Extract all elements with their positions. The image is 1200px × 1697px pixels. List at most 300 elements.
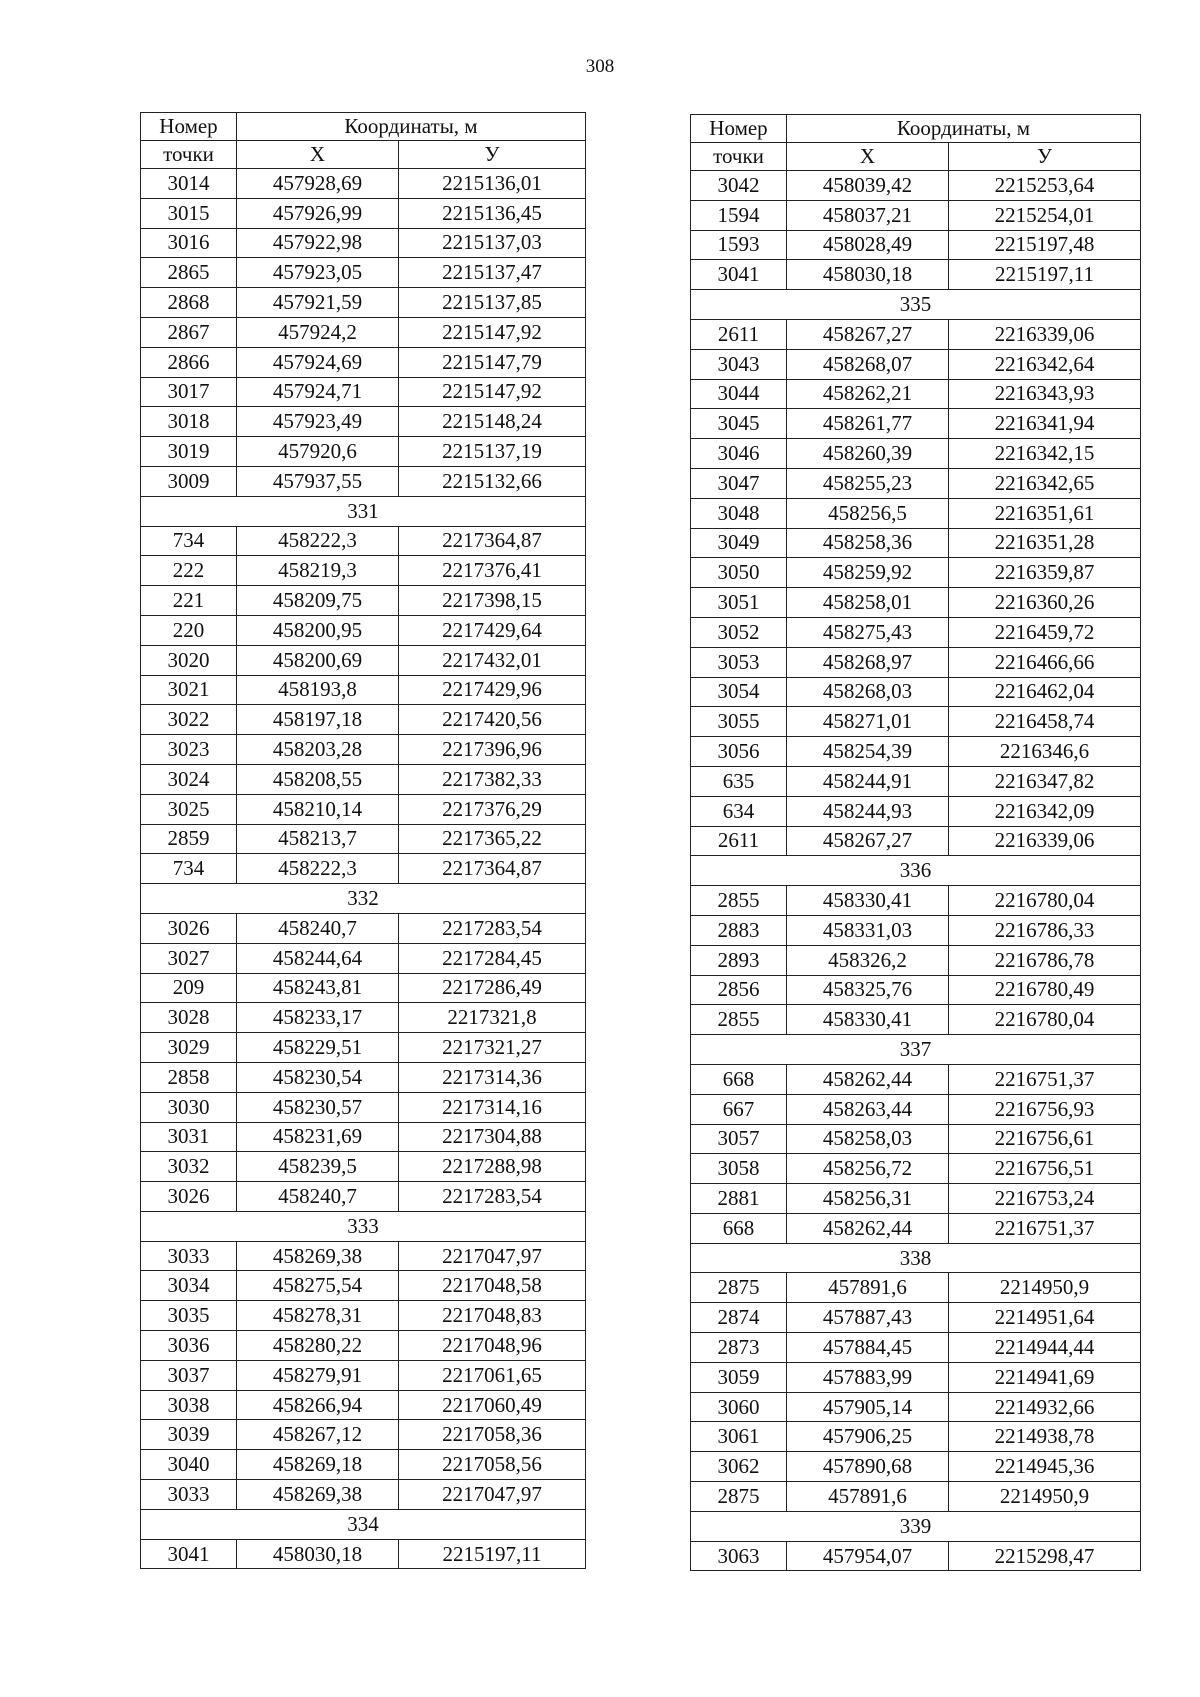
table-row: [691, 826, 1141, 856]
x-coordinate-cell: 458203,28: [237, 735, 399, 765]
x-coordinate-cell: 457923,05: [237, 258, 399, 288]
x-coordinate-cell: 458259,92: [787, 558, 949, 588]
point-number-cell: 3026: [141, 913, 237, 943]
y-coordinate-cell: 2214938,78: [949, 1422, 1141, 1452]
table-row: [141, 1092, 586, 1122]
point-number-cell: 2611: [691, 826, 787, 856]
y-coordinate-cell: 2215147,92: [399, 377, 586, 407]
section-number: 332: [141, 884, 586, 914]
x-coordinate-cell: 458255,23: [787, 468, 949, 498]
y-coordinate-cell: 2217048,96: [399, 1331, 586, 1361]
point-number-cell: 3038: [141, 1390, 237, 1420]
y-coordinate-cell: 2216346,6: [949, 737, 1141, 767]
point-number-cell: 1594: [691, 200, 787, 230]
point-number-cell: 2866: [141, 347, 237, 377]
point-number-cell: 3025: [141, 794, 237, 824]
x-coordinate-cell: 458269,38: [237, 1480, 399, 1510]
y-coordinate-cell: 2216458,74: [949, 707, 1141, 737]
section-row: [691, 290, 1141, 320]
table-row: [691, 975, 1141, 1005]
table-row: [141, 1539, 586, 1569]
table-row: [691, 1094, 1141, 1124]
point-number-cell: 3059: [691, 1362, 787, 1392]
table-row: [691, 439, 1141, 469]
x-coordinate-cell: 458256,5: [787, 498, 949, 528]
table-row: [141, 1122, 586, 1152]
x-coordinate-cell: 458209,75: [237, 586, 399, 616]
x-coordinate-cell: 458197,18: [237, 705, 399, 735]
y-coordinate-cell: 2216459,72: [949, 617, 1141, 647]
x-coordinate-cell: 458244,91: [787, 766, 949, 796]
x-coordinate-cell: 458261,77: [787, 409, 949, 439]
x-coordinate-cell: 458210,14: [237, 794, 399, 824]
point-number-cell: 634: [691, 796, 787, 826]
table-row: [691, 200, 1141, 230]
x-coordinate-cell: 458208,55: [237, 764, 399, 794]
point-number-cell: 3043: [691, 349, 787, 379]
x-coordinate-cell: 458256,31: [787, 1184, 949, 1214]
header-row: [691, 115, 1141, 143]
table-row: [691, 1213, 1141, 1243]
point-number-cell: 3039: [141, 1420, 237, 1450]
table-row: [691, 915, 1141, 945]
y-coordinate-cell: 2214944,44: [949, 1333, 1141, 1363]
y-coordinate-cell: 2217321,8: [399, 1003, 586, 1033]
table-row: [691, 171, 1141, 201]
x-coordinate-cell: 457926,99: [237, 198, 399, 228]
y-coordinate-cell: 2217365,22: [399, 824, 586, 854]
x-coordinate-cell: 458260,39: [787, 439, 949, 469]
point-number-cell: 734: [141, 526, 237, 556]
x-coordinate-cell: 458271,01: [787, 707, 949, 737]
x-coordinate-cell: 458263,44: [787, 1094, 949, 1124]
point-number-cell: 220: [141, 615, 237, 645]
table-row: [141, 1003, 586, 1033]
point-number-header: точки: [141, 141, 237, 169]
point-number-cell: 3055: [691, 707, 787, 737]
point-number-cell: 2875: [691, 1482, 787, 1512]
y-coordinate-cell: 2214951,64: [949, 1303, 1141, 1333]
table-row: [141, 526, 586, 556]
x-coordinate-cell: 458266,94: [237, 1390, 399, 1420]
table-row: [141, 675, 586, 705]
x-coordinate-cell: 458240,7: [237, 1182, 399, 1212]
y-coordinate-cell: 2216341,94: [949, 409, 1141, 439]
x-coordinate-cell: 458230,54: [237, 1062, 399, 1092]
point-number-header: Номер: [141, 113, 237, 141]
y-coordinate-cell: 2214945,36: [949, 1452, 1141, 1482]
point-number-cell: 3041: [691, 260, 787, 290]
point-number-cell: 3063: [691, 1541, 787, 1571]
y-coordinate-cell: 2216351,28: [949, 528, 1141, 558]
table-row: [691, 558, 1141, 588]
x-coordinate-cell: 458331,03: [787, 915, 949, 945]
y-coordinate-cell: 2216351,61: [949, 498, 1141, 528]
section-number: 336: [691, 856, 1141, 886]
y-coordinate-cell: 2215137,47: [399, 258, 586, 288]
point-number-cell: 3033: [141, 1241, 237, 1271]
page-number: 308: [585, 56, 615, 77]
x-coordinate-cell: 458278,31: [237, 1301, 399, 1331]
point-number-cell: 2881: [691, 1184, 787, 1214]
table-row: [141, 1420, 586, 1450]
coordinates-header: Координаты, м: [237, 113, 586, 141]
point-number-cell: 3023: [141, 735, 237, 765]
point-number-cell: 2856: [691, 975, 787, 1005]
point-number-cell: 3020: [141, 645, 237, 675]
x-coordinate-cell: 458200,95: [237, 615, 399, 645]
x-coordinate-cell: 458268,07: [787, 349, 949, 379]
y-coordinate-cell: 2216756,51: [949, 1154, 1141, 1184]
header-row: [141, 141, 586, 169]
point-number-cell: 667: [691, 1094, 787, 1124]
table-row: [691, 1541, 1141, 1571]
table-row: [691, 1392, 1141, 1422]
x-coordinate-cell: 458243,81: [237, 973, 399, 1003]
y-coordinate-cell: 2217283,54: [399, 1182, 586, 1212]
x-coordinate-cell: 458258,03: [787, 1124, 949, 1154]
point-number-cell: 3033: [141, 1480, 237, 1510]
point-number-cell: 3042: [691, 171, 787, 201]
table-row: [691, 677, 1141, 707]
x-coordinate-cell: 458222,3: [237, 526, 399, 556]
x-coordinate-cell: 458262,44: [787, 1213, 949, 1243]
y-coordinate-cell: 2216780,04: [949, 1005, 1141, 1035]
y-coordinate-cell: 2216339,06: [949, 319, 1141, 349]
point-number-cell: 2868: [141, 288, 237, 318]
point-number-cell: 3049: [691, 528, 787, 558]
x-coordinate-cell: 458028,49: [787, 230, 949, 260]
point-number-cell: 3040: [141, 1450, 237, 1480]
y-coordinate-cell: 2217429,64: [399, 615, 586, 645]
x-coordinate-cell: 458200,69: [237, 645, 399, 675]
x-coordinate-cell: 458269,18: [237, 1450, 399, 1480]
point-number-cell: 3017: [141, 377, 237, 407]
point-number-cell: 3018: [141, 407, 237, 437]
y-coordinate-cell: 2216466,66: [949, 647, 1141, 677]
y-coordinate-cell: 2214950,9: [949, 1482, 1141, 1512]
y-coordinate-cell: 2215254,01: [949, 200, 1141, 230]
x-coordinate-cell: 457924,71: [237, 377, 399, 407]
point-number-cell: 3056: [691, 737, 787, 767]
table-row: [141, 317, 586, 347]
y-coordinate-cell: 2217364,87: [399, 854, 586, 884]
section-number: 338: [691, 1243, 1141, 1273]
x-coordinate-cell: 458267,27: [787, 319, 949, 349]
point-number-cell: 3048: [691, 498, 787, 528]
x-coordinate-cell: 457923,49: [237, 407, 399, 437]
y-coordinate-cell: 2217364,87: [399, 526, 586, 556]
point-number-cell: 3051: [691, 588, 787, 618]
table-row: [141, 943, 586, 973]
point-number-cell: 2873: [691, 1333, 787, 1363]
y-coordinate-cell: 2217286,49: [399, 973, 586, 1003]
section-number: 335: [691, 290, 1141, 320]
table-row: [691, 528, 1141, 558]
header-row: [691, 143, 1141, 171]
point-number-cell: 3021: [141, 675, 237, 705]
x-coordinate-cell: 458219,3: [237, 556, 399, 586]
point-number-cell: 2875: [691, 1273, 787, 1303]
y-coordinate-cell: 2216751,37: [949, 1213, 1141, 1243]
y-coordinate-cell: 2216753,24: [949, 1184, 1141, 1214]
y-coordinate-cell: 2216342,09: [949, 796, 1141, 826]
table-row: [691, 588, 1141, 618]
table-row: [691, 1362, 1141, 1392]
table-row: [691, 319, 1141, 349]
y-coordinate-cell: 2217396,96: [399, 735, 586, 765]
point-number-cell: 668: [691, 1213, 787, 1243]
table-row: [141, 735, 586, 765]
table-row: [141, 1301, 586, 1331]
point-number-cell: 3045: [691, 409, 787, 439]
y-coordinate-cell: 2217432,01: [399, 645, 586, 675]
point-number-cell: 3060: [691, 1392, 787, 1422]
y-coordinate-cell: 2216347,82: [949, 766, 1141, 796]
point-number-cell: 3016: [141, 228, 237, 258]
point-number-cell: 3050: [691, 558, 787, 588]
x-coordinate-cell: 458262,21: [787, 379, 949, 409]
point-number-cell: 3015: [141, 198, 237, 228]
point-number-cell: 3014: [141, 169, 237, 199]
table-row: [141, 1241, 586, 1271]
y-coordinate-cell: 2217321,27: [399, 1033, 586, 1063]
table-row: [141, 794, 586, 824]
y-coordinate-cell: 2215137,19: [399, 437, 586, 467]
y-coordinate-cell: 2215148,24: [399, 407, 586, 437]
y-coordinate-cell: 2217060,49: [399, 1390, 586, 1420]
y-coordinate-cell: 2217314,16: [399, 1092, 586, 1122]
table-row: [691, 737, 1141, 767]
section-number: 334: [141, 1509, 586, 1539]
x-coordinate-cell: 457883,99: [787, 1362, 949, 1392]
point-number-cell: 3052: [691, 617, 787, 647]
table-row: [691, 1333, 1141, 1363]
y-coordinate-cell: 2216756,93: [949, 1094, 1141, 1124]
point-number-cell: 3031: [141, 1122, 237, 1152]
table-row: [691, 647, 1141, 677]
x-coordinate-cell: 458268,03: [787, 677, 949, 707]
point-number-cell: 3035: [141, 1301, 237, 1331]
x-coordinate-cell: 458275,54: [237, 1271, 399, 1301]
point-number-cell: 3024: [141, 764, 237, 794]
point-number-cell: 222: [141, 556, 237, 586]
y-coordinate-cell: 2217047,97: [399, 1241, 586, 1271]
section-number: 333: [141, 1211, 586, 1241]
header-row: [141, 113, 586, 141]
point-number-cell: 2883: [691, 915, 787, 945]
x-coordinate-cell: 458258,36: [787, 528, 949, 558]
x-coordinate-cell: 457928,69: [237, 169, 399, 199]
y-coordinate-cell: 2215253,64: [949, 171, 1141, 201]
y-coordinate-cell: 2215132,66: [399, 466, 586, 496]
table-row: [691, 707, 1141, 737]
point-number-cell: 734: [141, 854, 237, 884]
x-coordinate-cell: 458330,41: [787, 886, 949, 916]
y-coordinate-cell: 2216786,33: [949, 915, 1141, 945]
y-coordinate-cell: 2216342,65: [949, 468, 1141, 498]
y-coordinate-cell: 2215298,47: [949, 1541, 1141, 1571]
x-coordinate-cell: 458244,64: [237, 943, 399, 973]
y-coordinate-cell: 2216462,04: [949, 677, 1141, 707]
table-row: [141, 1390, 586, 1420]
y-coordinate-cell: 2215137,85: [399, 288, 586, 318]
y-coordinate-cell: 2217047,97: [399, 1480, 586, 1510]
y-coordinate-cell: 2217398,15: [399, 586, 586, 616]
x-coordinate-cell: 458231,69: [237, 1122, 399, 1152]
x-coordinate-cell: 457922,98: [237, 228, 399, 258]
y-coordinate-cell: 2217304,88: [399, 1122, 586, 1152]
table-row: [691, 1273, 1141, 1303]
point-number-cell: 3062: [691, 1452, 787, 1482]
y-coordinate-cell: 2217376,41: [399, 556, 586, 586]
table-row: [141, 586, 586, 616]
x-coordinate-cell: 458326,2: [787, 945, 949, 975]
table-row: [141, 615, 586, 645]
table-row: [691, 886, 1141, 916]
point-number-cell: 3036: [141, 1331, 237, 1361]
point-number-header: Номер: [691, 115, 787, 143]
section-row: [691, 1511, 1141, 1541]
x-coordinate-cell: 458229,51: [237, 1033, 399, 1063]
x-coordinate-cell: 458269,38: [237, 1241, 399, 1271]
point-number-cell: 1593: [691, 230, 787, 260]
point-number-cell: 2865: [141, 258, 237, 288]
point-number-cell: 3053: [691, 647, 787, 677]
x-coordinate-cell: 458233,17: [237, 1003, 399, 1033]
x-coordinate-cell: 458240,7: [237, 913, 399, 943]
section-row: [691, 1243, 1141, 1273]
y-coordinate-cell: 2214950,9: [949, 1273, 1141, 1303]
point-number-cell: 3026: [141, 1182, 237, 1212]
table-row: [691, 1482, 1141, 1512]
point-number-cell: 2874: [691, 1303, 787, 1333]
y-coordinate-cell: 2217288,98: [399, 1152, 586, 1182]
x-coordinate-cell: 458262,44: [787, 1064, 949, 1094]
y-coordinate-cell: 2215137,03: [399, 228, 586, 258]
y-coordinate-cell: 2216360,26: [949, 588, 1141, 618]
table-row: [691, 766, 1141, 796]
table-row: [141, 198, 586, 228]
point-number-cell: 3057: [691, 1124, 787, 1154]
table-row: [691, 1452, 1141, 1482]
coordinates-table-right: [690, 114, 1141, 1571]
y-coordinate-cell: 2217061,65: [399, 1360, 586, 1390]
x-coordinate-cell: 458213,7: [237, 824, 399, 854]
y-coordinate-cell: 2215147,79: [399, 347, 586, 377]
point-number-cell: 2893: [691, 945, 787, 975]
table-row: [141, 377, 586, 407]
table-row: [141, 1360, 586, 1390]
section-number: 331: [141, 496, 586, 526]
x-coordinate-cell: 458268,97: [787, 647, 949, 677]
y-coordinate-cell: 2217420,56: [399, 705, 586, 735]
point-number-cell: 2855: [691, 886, 787, 916]
x-coordinate-cell: 457905,14: [787, 1392, 949, 1422]
x-coordinate-cell: 458230,57: [237, 1092, 399, 1122]
y-coordinate-cell: 2216786,78: [949, 945, 1141, 975]
y-header: У: [399, 141, 586, 169]
table-row: [141, 1331, 586, 1361]
table-row: [691, 468, 1141, 498]
y-coordinate-cell: 2215197,48: [949, 230, 1141, 260]
x-coordinate-cell: 458030,18: [237, 1539, 399, 1569]
x-coordinate-cell: 457921,59: [237, 288, 399, 318]
point-number-cell: 3029: [141, 1033, 237, 1063]
table-row: [141, 228, 586, 258]
point-number-cell: 3046: [691, 439, 787, 469]
x-coordinate-cell: 458275,43: [787, 617, 949, 647]
y-coordinate-cell: 2215136,01: [399, 169, 586, 199]
x-coordinate-cell: 458256,72: [787, 1154, 949, 1184]
y-coordinate-cell: 2217376,29: [399, 794, 586, 824]
table-row: [691, 1184, 1141, 1214]
point-number-header: точки: [691, 143, 787, 171]
table-row: [141, 1062, 586, 1092]
x-coordinate-cell: 457891,6: [787, 1482, 949, 1512]
y-coordinate-cell: 2217048,83: [399, 1301, 586, 1331]
table-row: [691, 1064, 1141, 1094]
x-coordinate-cell: 458222,3: [237, 854, 399, 884]
section-row: [141, 884, 586, 914]
point-number-cell: 209: [141, 973, 237, 1003]
point-number-cell: 3041: [141, 1539, 237, 1569]
table-row: [691, 260, 1141, 290]
point-number-cell: 3061: [691, 1422, 787, 1452]
y-coordinate-cell: 2216339,06: [949, 826, 1141, 856]
y-coordinate-cell: 2214941,69: [949, 1362, 1141, 1392]
table-row: [141, 1450, 586, 1480]
point-number-cell: 3034: [141, 1271, 237, 1301]
y-coordinate-cell: 2216343,93: [949, 379, 1141, 409]
point-number-cell: 2859: [141, 824, 237, 854]
table-row: [141, 824, 586, 854]
y-coordinate-cell: 2216756,61: [949, 1124, 1141, 1154]
table-row: [691, 409, 1141, 439]
x-coordinate-cell: 458325,76: [787, 975, 949, 1005]
x-coordinate-cell: 457924,2: [237, 317, 399, 347]
point-number-cell: 2858: [141, 1062, 237, 1092]
section-number: 339: [691, 1511, 1141, 1541]
table-row: [691, 349, 1141, 379]
table-row: [141, 645, 586, 675]
point-number-cell: 3022: [141, 705, 237, 735]
x-coordinate-cell: 457937,55: [237, 466, 399, 496]
point-number-cell: 2611: [691, 319, 787, 349]
x-coordinate-cell: 458239,5: [237, 1152, 399, 1182]
table-row: [141, 1182, 586, 1212]
table-row: [141, 466, 586, 496]
x-coordinate-cell: 458254,39: [787, 737, 949, 767]
table-row: [141, 1033, 586, 1063]
table-row: [691, 1303, 1141, 1333]
point-number-cell: 3027: [141, 943, 237, 973]
point-number-cell: 635: [691, 766, 787, 796]
coordinates-header: Координаты, м: [787, 115, 1141, 143]
table-row: [141, 347, 586, 377]
x-coordinate-cell: 458039,42: [787, 171, 949, 201]
table-row: [141, 437, 586, 467]
y-coordinate-cell: 2217058,56: [399, 1450, 586, 1480]
section-row: [141, 496, 586, 526]
x-coordinate-cell: 457954,07: [787, 1541, 949, 1571]
y-coordinate-cell: 2216359,87: [949, 558, 1141, 588]
coordinates-table-left: [140, 112, 586, 1569]
table-row: [141, 764, 586, 794]
point-number-cell: 2867: [141, 317, 237, 347]
table-row: [691, 1005, 1141, 1035]
table-row: [141, 1480, 586, 1510]
